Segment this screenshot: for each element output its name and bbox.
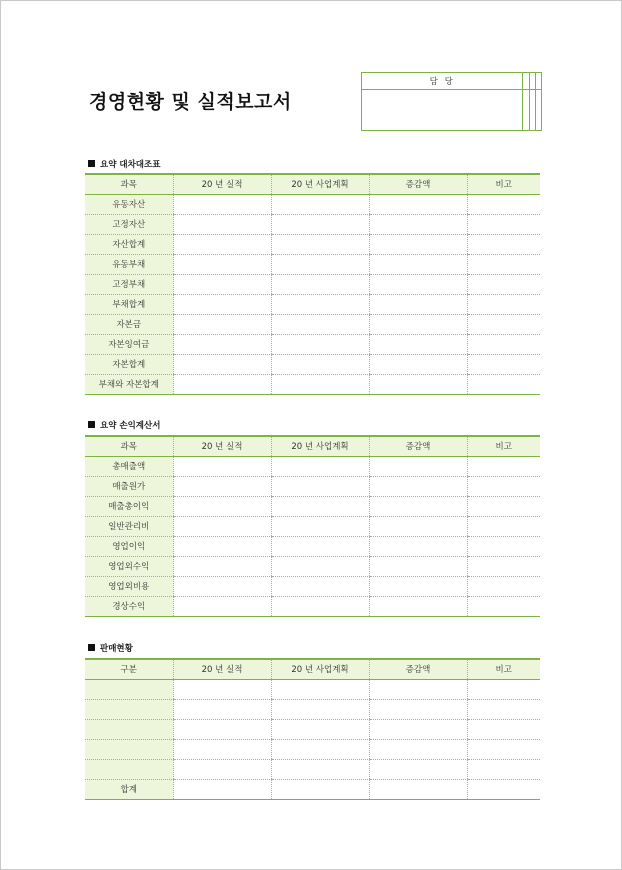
data-cell[interactable] xyxy=(467,374,540,394)
row-label xyxy=(85,759,173,779)
data-cell[interactable] xyxy=(369,679,467,699)
table-header-row xyxy=(85,659,540,679)
data-cell[interactable] xyxy=(173,234,271,254)
data-cell[interactable] xyxy=(173,274,271,294)
data-cell[interactable] xyxy=(467,556,540,576)
sales-heading-text: 판매현황 xyxy=(100,644,133,654)
row-label: 영업이익 xyxy=(85,536,173,556)
data-cell[interactable] xyxy=(369,699,467,719)
table-row xyxy=(85,214,540,234)
data-cell[interactable] xyxy=(271,679,369,699)
data-cell[interactable] xyxy=(173,679,271,699)
data-cell[interactable] xyxy=(173,314,271,334)
data-cell[interactable] xyxy=(467,254,540,274)
data-cell[interactable] xyxy=(271,536,369,556)
column-header: 20 년 실적 xyxy=(173,436,271,456)
table-row xyxy=(85,759,540,779)
data-cell[interactable] xyxy=(173,536,271,556)
table-row xyxy=(85,556,540,576)
data-cell[interactable] xyxy=(173,374,271,394)
row-label: 총매출액 xyxy=(85,456,173,476)
row-label xyxy=(85,699,173,719)
column-header: 20 년 실적 xyxy=(173,174,271,194)
column-header: 증감액 xyxy=(369,659,467,679)
column-header: 증감액 xyxy=(369,436,467,456)
data-cell[interactable] xyxy=(467,354,540,374)
bullet-square-icon xyxy=(88,160,95,167)
approval-label: 담 당 xyxy=(362,73,523,90)
data-cell[interactable] xyxy=(369,759,467,779)
data-cell[interactable] xyxy=(271,496,369,516)
data-cell[interactable] xyxy=(467,476,540,496)
row-label: 자산합계 xyxy=(85,234,173,254)
data-cell[interactable] xyxy=(369,294,467,314)
row-label: 자본합계 xyxy=(85,354,173,374)
data-cell[interactable] xyxy=(271,556,369,576)
table-row xyxy=(85,739,540,759)
data-cell[interactable] xyxy=(369,254,467,274)
row-label: 영업외수익 xyxy=(85,556,173,576)
income-statement-heading-text: 요약 손익계산서 xyxy=(100,421,161,431)
table-row xyxy=(85,536,540,556)
table-row xyxy=(85,234,540,254)
table-header-row xyxy=(85,436,540,456)
table-row xyxy=(85,496,540,516)
data-cell[interactable] xyxy=(369,496,467,516)
data-cell[interactable] xyxy=(271,274,369,294)
data-cell[interactable] xyxy=(173,214,271,234)
table-row xyxy=(85,699,540,719)
data-cell[interactable] xyxy=(173,516,271,536)
column-header: 증감액 xyxy=(369,174,467,194)
data-cell[interactable] xyxy=(369,536,467,556)
row-label xyxy=(85,739,173,759)
data-cell[interactable] xyxy=(173,699,271,719)
column-header-item: 과목 xyxy=(85,436,173,456)
data-cell[interactable] xyxy=(271,719,369,739)
data-cell[interactable] xyxy=(271,334,369,354)
data-cell[interactable] xyxy=(173,739,271,759)
data-cell[interactable] xyxy=(271,354,369,374)
data-cell[interactable] xyxy=(369,719,467,739)
approval-box xyxy=(361,72,542,131)
row-label: 부채합계 xyxy=(85,294,173,314)
data-cell[interactable] xyxy=(271,596,369,616)
table-row xyxy=(85,576,540,596)
table-row xyxy=(85,476,540,496)
column-header-item: 구분 xyxy=(85,659,173,679)
row-label: 고정자산 xyxy=(85,214,173,234)
table-header-row xyxy=(85,174,540,194)
data-cell[interactable] xyxy=(271,759,369,779)
table-row xyxy=(85,374,540,394)
data-cell[interactable] xyxy=(369,456,467,476)
data-cell[interactable] xyxy=(271,194,369,214)
data-cell[interactable] xyxy=(173,194,271,214)
data-cell[interactable] xyxy=(271,699,369,719)
data-cell[interactable] xyxy=(271,314,369,334)
balance-sheet-heading xyxy=(88,158,160,170)
data-cell[interactable] xyxy=(173,254,271,274)
data-cell[interactable] xyxy=(467,596,540,616)
data-cell[interactable] xyxy=(369,476,467,496)
data-cell[interactable] xyxy=(467,334,540,354)
data-cell[interactable] xyxy=(369,334,467,354)
data-cell[interactable] xyxy=(467,536,540,556)
data-cell[interactable] xyxy=(173,779,271,799)
table-row xyxy=(85,194,540,214)
data-cell[interactable] xyxy=(369,214,467,234)
data-cell[interactable] xyxy=(271,254,369,274)
data-cell[interactable] xyxy=(369,556,467,576)
data-cell[interactable] xyxy=(271,294,369,314)
data-cell[interactable] xyxy=(467,719,540,739)
data-cell[interactable] xyxy=(467,779,540,799)
table-row xyxy=(85,719,540,739)
table-row xyxy=(85,294,540,314)
row-label: 영업외비용 xyxy=(85,576,173,596)
data-cell[interactable] xyxy=(173,496,271,516)
data-cell[interactable] xyxy=(467,739,540,759)
data-cell[interactable] xyxy=(369,314,467,334)
data-cell[interactable] xyxy=(369,374,467,394)
data-cell[interactable] xyxy=(467,679,540,699)
table-row xyxy=(85,254,540,274)
data-cell[interactable] xyxy=(369,576,467,596)
balance-sheet-table xyxy=(85,173,540,395)
balance-sheet-heading-text: 요약 대차대조표 xyxy=(100,160,161,170)
data-cell[interactable] xyxy=(271,456,369,476)
data-cell[interactable] xyxy=(173,719,271,739)
approval-sign-cell[interactable] xyxy=(362,90,523,131)
row-label: 매출총이익 xyxy=(85,496,173,516)
income-statement-table xyxy=(85,435,540,617)
data-cell[interactable] xyxy=(173,294,271,314)
data-cell[interactable] xyxy=(467,576,540,596)
bullet-square-icon xyxy=(88,421,95,428)
data-cell[interactable] xyxy=(271,779,369,799)
approval-header-cell xyxy=(535,73,541,90)
table-row xyxy=(85,354,540,374)
data-cell[interactable] xyxy=(271,374,369,394)
column-header: 20 년 실적 xyxy=(173,659,271,679)
table-row xyxy=(85,274,540,294)
row-label: 일반관리비 xyxy=(85,516,173,536)
row-label: 부채와 자본합계 xyxy=(85,374,173,394)
row-label: 자본잉여금 xyxy=(85,334,173,354)
row-label: 합계 xyxy=(85,779,173,799)
data-cell[interactable] xyxy=(369,274,467,294)
row-label xyxy=(85,679,173,699)
column-header: 20 년 사업계획 xyxy=(271,436,369,456)
data-cell[interactable] xyxy=(467,274,540,294)
table-row xyxy=(85,679,540,699)
data-cell[interactable] xyxy=(369,516,467,536)
table-row xyxy=(85,596,540,616)
table-row xyxy=(85,779,540,799)
data-cell[interactable] xyxy=(467,699,540,719)
column-header: 비고 xyxy=(467,436,540,456)
row-label: 유동자산 xyxy=(85,194,173,214)
table-row xyxy=(85,314,540,334)
table-row xyxy=(85,456,540,476)
row-label xyxy=(85,719,173,739)
data-cell[interactable] xyxy=(467,214,540,234)
data-cell[interactable] xyxy=(271,476,369,496)
data-cell[interactable] xyxy=(173,456,271,476)
data-cell[interactable] xyxy=(467,759,540,779)
sales-table xyxy=(85,658,540,800)
table-row xyxy=(85,334,540,354)
income-statement-heading xyxy=(88,419,160,431)
row-label: 유동부채 xyxy=(85,254,173,274)
data-cell[interactable] xyxy=(369,739,467,759)
data-cell[interactable] xyxy=(369,596,467,616)
data-cell[interactable] xyxy=(467,294,540,314)
data-cell[interactable] xyxy=(173,596,271,616)
column-header: 비고 xyxy=(467,659,540,679)
data-cell[interactable] xyxy=(467,314,540,334)
data-cell[interactable] xyxy=(369,194,467,214)
data-cell[interactable] xyxy=(369,234,467,254)
data-cell[interactable] xyxy=(173,556,271,576)
data-cell[interactable] xyxy=(467,234,540,254)
data-cell[interactable] xyxy=(173,759,271,779)
data-cell[interactable] xyxy=(173,476,271,496)
column-header: 20 년 사업계획 xyxy=(271,174,369,194)
approval-sign-cell[interactable] xyxy=(535,90,541,131)
page-title: 경영현황 및 실적보고서 xyxy=(89,91,292,113)
column-header-item: 과목 xyxy=(85,174,173,194)
data-cell[interactable] xyxy=(467,516,540,536)
row-label: 자본금 xyxy=(85,314,173,334)
data-cell[interactable] xyxy=(271,516,369,536)
data-cell[interactable] xyxy=(173,576,271,596)
data-cell[interactable] xyxy=(173,354,271,374)
bullet-square-icon xyxy=(88,644,95,651)
data-cell[interactable] xyxy=(467,194,540,214)
data-cell[interactable] xyxy=(271,739,369,759)
column-header: 비고 xyxy=(467,174,540,194)
data-cell[interactable] xyxy=(271,214,369,234)
data-cell[interactable] xyxy=(369,779,467,799)
data-cell[interactable] xyxy=(467,496,540,516)
data-cell[interactable] xyxy=(369,354,467,374)
data-cell[interactable] xyxy=(173,334,271,354)
data-cell[interactable] xyxy=(467,456,540,476)
data-cell[interactable] xyxy=(271,576,369,596)
data-cell[interactable] xyxy=(271,234,369,254)
table-row xyxy=(85,516,540,536)
row-label: 경상수익 xyxy=(85,596,173,616)
column-header: 20 년 사업계획 xyxy=(271,659,369,679)
row-label: 고정부채 xyxy=(85,274,173,294)
row-label: 매출원가 xyxy=(85,476,173,496)
sales-heading xyxy=(88,642,133,654)
